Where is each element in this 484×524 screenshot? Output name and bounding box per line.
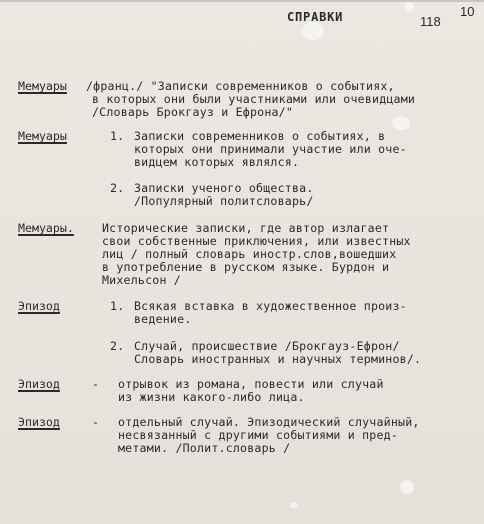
entry-term: Эпизод	[18, 377, 60, 391]
entry-term: Эпизод	[18, 415, 60, 429]
entry-dash: -	[92, 377, 100, 391]
item-number: 2.	[110, 181, 125, 195]
entry-line: /франц./ "Записки современников о событиях,	[86, 79, 395, 93]
entry-term: Мемуары.	[18, 221, 74, 235]
entry-line: /Популярный политсловарь/	[134, 194, 314, 208]
paper-blot	[392, 116, 410, 130]
entry-line: Записки современников о событиях, в	[134, 129, 386, 143]
entry-term: Эпизод	[18, 299, 60, 313]
entry-line: Случай, происшествие /Брокгауз-Ефрон/	[134, 339, 400, 353]
entry-line: отрывок из романа, повести или случай	[118, 377, 384, 391]
entry-line: в употребление в русском языке. Бурдон и	[102, 260, 390, 274]
paper-blot	[290, 502, 298, 508]
page-number-secondary: 10	[460, 4, 475, 19]
entry-line: в которых они были участниками или очевидцами	[92, 92, 416, 106]
entry-dash: -	[92, 415, 100, 429]
entry-line: /Словарь Брокгауз и Ефрона/"	[92, 105, 294, 119]
page-title: СПРАВКИ	[287, 10, 344, 24]
entry-term: Мемуары	[18, 79, 67, 93]
entry-line: Исторические записки, где автор излагает	[102, 221, 390, 235]
entry-line: Всякая вставка в художественное произ-	[134, 299, 407, 313]
item-number: 1.	[110, 129, 125, 143]
entry-term: Мемуары	[18, 129, 67, 143]
entry-line: отдельный случай. Эпизодический случайный,	[118, 415, 420, 429]
entry-line: свои собственные приключения, или известных	[102, 234, 411, 248]
entry-line: видцем которых являлся.	[134, 155, 300, 169]
entry-line: несвязанный с другими событиями и пред-	[118, 428, 399, 442]
entry-line: ведение.	[134, 312, 192, 326]
entry-line: лиц / полный словарь иностр.слов,вошедших	[102, 247, 397, 261]
entry-line: Словарь иностранных и научных терминов/.	[134, 352, 422, 366]
page-number: 118	[420, 14, 441, 29]
paper-blot	[400, 480, 414, 494]
entry-line: метами. /Полит.словарь /	[118, 441, 291, 455]
entry-line: из жизни какого-либо лица.	[118, 390, 305, 404]
scan-edge	[0, 0, 484, 2]
paper-blot	[302, 22, 324, 40]
entry-line: Записки ученого общества.	[134, 181, 314, 195]
paper-blot	[404, 2, 414, 12]
item-number: 1.	[110, 299, 125, 313]
entry-line: которых они принимали участие или оче-	[134, 142, 407, 156]
item-number: 2.	[110, 339, 125, 353]
entry-line: Михельсон /	[102, 273, 181, 287]
